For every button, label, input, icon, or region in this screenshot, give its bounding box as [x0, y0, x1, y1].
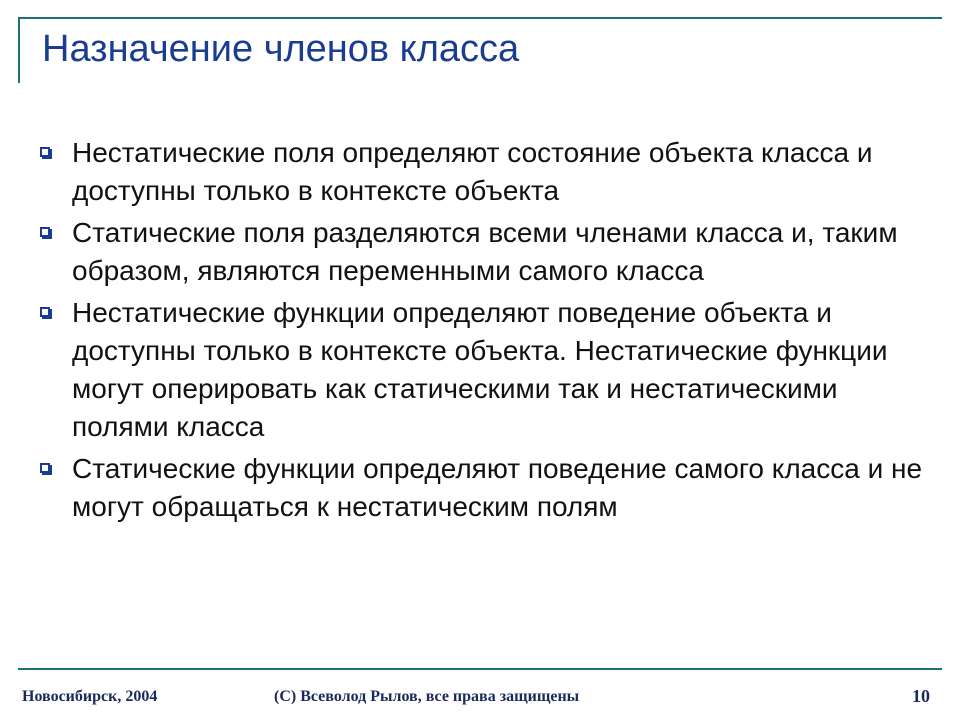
hollow-square-bullet-icon: [40, 463, 50, 473]
slide-title: Назначение членов класса: [42, 28, 520, 70]
hollow-square-bullet-icon: [40, 147, 50, 157]
bullet-list: [36, 134, 936, 530]
bullet-item-static-fields: [36, 214, 936, 290]
bullet-item-nonstatic-functions: [36, 294, 936, 446]
bullet-text: Статические поля разделяются всеми членами класса и, таким образом, являются переменными самого класса: [72, 217, 898, 286]
top-decorative-rule: [18, 17, 942, 19]
bullet-item-nonstatic-fields: [36, 134, 936, 210]
bullet-text: Нестатические поля определяют состояние объекта класса и доступны только в контексте объекта: [72, 137, 873, 206]
bullet-text: Нестатические функции определяют поведение объекта и доступны только в контексте объекта. Нестатические функции могут оперировать как статическими так и нестатическими полями класса: [72, 297, 888, 442]
footer-copyright: (С) Всеволод Рылов, все права защищены: [274, 688, 580, 705]
left-decorative-rule: [18, 17, 20, 83]
bullet-text: Статические функции определяют поведение самого класса и не могут обращаться к нестатическим полям: [72, 453, 923, 522]
bullet-item-static-functions: [36, 450, 936, 526]
page-number: 10: [912, 686, 930, 706]
hollow-square-bullet-icon: [40, 307, 50, 317]
hollow-square-bullet-icon: [40, 227, 50, 237]
footer-location-year: Новосибирск, 2004: [22, 688, 158, 705]
footer-divider: [18, 668, 942, 670]
